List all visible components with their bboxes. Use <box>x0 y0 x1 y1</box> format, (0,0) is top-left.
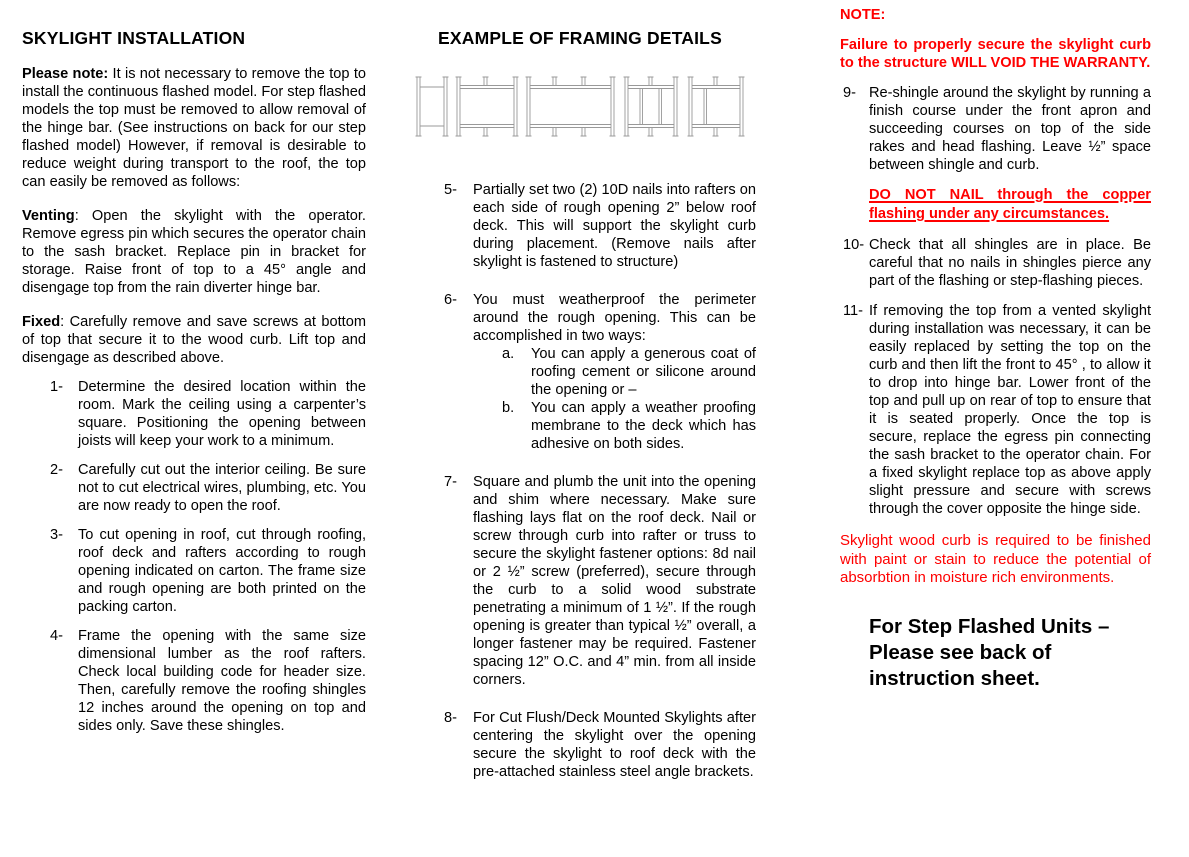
list-item-1 <box>22 378 366 450</box>
step-flashed-units-heading <box>869 614 1151 692</box>
list-item-9-number: 9- <box>843 85 856 101</box>
list-item-4-text: Frame the opening with the same size dimensional lumber as the roof rafters. Check local building code for header size. Then, carefully remove the roofing shingles 12 inches around the opening on top and sides only. Save these shingles. <box>78 628 366 734</box>
step-flashed-line-2: Please see back of <box>869 640 1052 664</box>
list-item-4 <box>22 627 366 735</box>
list-item-6 <box>404 291 756 453</box>
list-item-10 <box>840 236 1151 290</box>
sub-item-a-text: You can apply a generous coat of roofing cement or silicone around the opening or – <box>531 346 756 398</box>
step-flashed-line-3: instruction sheet. <box>869 666 1040 690</box>
list-item-11-text: If removing the top from a vented skylight during installation was necessary, it can be easily replaced by setting the top on the curb and then lift the front to 45° , to allow it to drop into hinge bar. Lower front of the top and pull up on rear of top to ensure that it is seated properly. Once the top is secure, replace the egress pin connecting the sash bracket to the operator chain. For a fixed skylight replace top as above apply slight pressure and secure with screws through the cover opposite the hinge side. <box>869 303 1151 517</box>
list-item-1-number: 1- <box>50 379 63 395</box>
framing-unit-4 <box>624 77 679 136</box>
list-item-8 <box>404 709 756 781</box>
list-item-9-text: Re-shingle around the skylight by running a finish course under the front apron and succeeding courses on top of the side rakes and head flashing. Leave ½” space between shingle and curb. <box>869 85 1151 173</box>
list-item-2-number: 2- <box>50 462 63 478</box>
list-item-5 <box>404 181 756 271</box>
list-item-8-number: 8- <box>444 710 457 726</box>
list-item-3-text: To cut opening in roof, cut through roofing, roof deck and rafters according to rough opening indicated on carton. The frame size and rough opening are both printed on the packing carton. <box>78 527 366 615</box>
framing-details-heading: EXAMPLE OF FRAMING DETAILS <box>438 28 722 48</box>
list-item-5-text: Partially set two (2) 10D nails into rafters on each side of rough opening 2” below roof deck. This will support the skylight curb during placement. (Remove nails after skylight is fastened to structure) <box>473 182 756 270</box>
venting-text: : Open the skylight with the operator. Remove egress pin which secures the operator chain to the sash bracket. Replace pin in bracket for storage. Raise front of top to a 45° angle and disengage top from the rain diverter hinge bar. <box>22 208 366 296</box>
list-item-10-number: 10- <box>843 237 865 253</box>
sub-item-a-number: a. <box>502 346 515 362</box>
list-item-8-text: For Cut Flush/Deck Mounted Skylights after centering the skylight over the opening secure the skylight to roof deck with the pre-attached stainless steel angle brackets. <box>473 710 756 780</box>
step-flashed-line-1: For Step Flashed Units – <box>869 614 1110 638</box>
venting-lead: Venting <box>22 208 75 224</box>
framing-unit-3 <box>526 77 616 136</box>
column-framing-details <box>404 0 756 781</box>
fixed-text: : Carefully remove and save screws at bottom of top that secure it to the wood curb. Lift top and disengage as described above. <box>22 314 366 366</box>
list-item-3 <box>22 526 366 616</box>
framing-diagram <box>413 73 757 143</box>
skylight-installation-heading: SKYLIGHT INSTALLATION <box>22 28 246 48</box>
list-item-9 <box>840 84 1151 174</box>
framing-unit-5 <box>688 77 745 136</box>
sub-item-b-number: b. <box>502 400 515 416</box>
list-item-7 <box>404 473 756 689</box>
list-item-4-number: 4- <box>50 628 63 644</box>
fixed-lead: Fixed <box>22 314 61 330</box>
steps-9-11-list <box>840 84 1151 518</box>
venting-paragraph <box>22 207 366 297</box>
please-note-text: It is not necessary to remove the top to install the continuous flashed model. For step flashed models the top must be removed to allow removal of the hinge bar. (See instructions on back for our step flashed model) However, if removal is desirable to reduce weight during transport to the roof, the top can easily be removed as follows: <box>22 66 366 190</box>
framing-unit-1 <box>416 77 449 136</box>
note-label: NOTE: <box>840 7 886 23</box>
list-item-11-number: 11- <box>843 303 864 319</box>
warranty-warning: Failure to properly secure the skylight curb to the structure WILL VOID THE WARRANTY. <box>840 37 1151 71</box>
sub-item-b <box>473 399 756 453</box>
do-not-nail-warning: DO NOT NAIL through the copper flashing under any circumstances. <box>869 187 1151 222</box>
list-item-7-number: 7- <box>444 474 457 490</box>
list-item-5-number: 5- <box>444 182 457 198</box>
wood-curb-finish-note: Skylight wood curb is required to be finished with paint or stain to reduce the potential of absorbtion in moisture rich environments. <box>840 532 1151 586</box>
list-item-11 <box>840 302 1151 518</box>
please-note-paragraph <box>22 65 366 191</box>
steps-5-8-list <box>404 181 756 781</box>
list-item-6-text: You must weatherproof the perimeter around the rough opening. This can be accomplished in two ways: <box>473 292 756 344</box>
fixed-paragraph <box>22 313 366 367</box>
list-item-10-text: Check that all shingles are in place. Be careful that no nails in shingles pierce any part of the flashing or step-flashing pieces. <box>869 237 1151 289</box>
column-skylight-installation <box>22 0 366 735</box>
framing-unit-2 <box>456 77 519 136</box>
sub-item-b-text: You can apply a weather proofing membrane to the deck which has adhesive on both sides. <box>531 400 756 452</box>
list-item-2-text: Carefully cut out the interior ceiling. Be sure not to cut electrical wires, plumbing, etc. You are now ready to open the roof. <box>78 462 366 514</box>
list-item-6-number: 6- <box>444 292 457 308</box>
list-item-2 <box>22 461 366 515</box>
column-note-warnings <box>840 0 1151 692</box>
steps-1-4-list <box>22 378 366 735</box>
sub-item-a <box>473 345 756 399</box>
list-item-3-number: 3- <box>50 527 63 543</box>
list-item-1-text: Determine the desired location within the room. Mark the ceiling using a carpenter’s square. Positioning the opening between joists will keep your work to a minimum. <box>78 379 366 449</box>
please-note-lead: Please note: <box>22 66 109 82</box>
list-item-7-text: Square and plumb the unit into the opening and shim where necessary. Make sure flashing lays flat on the roof deck. Nail or screw through curb into rafter or truss to secure the skylight fastener options: 8d nail or 2 ½” screw (preferred), secure through the curb to a solid wood substrate penetrating a minimum of 1 ½”. If the rough opening is greater than typical ½” overall, a longer fastener may be required. Fastener spacing 12” O.C. and 4” min. from all inside corners. <box>473 474 756 688</box>
